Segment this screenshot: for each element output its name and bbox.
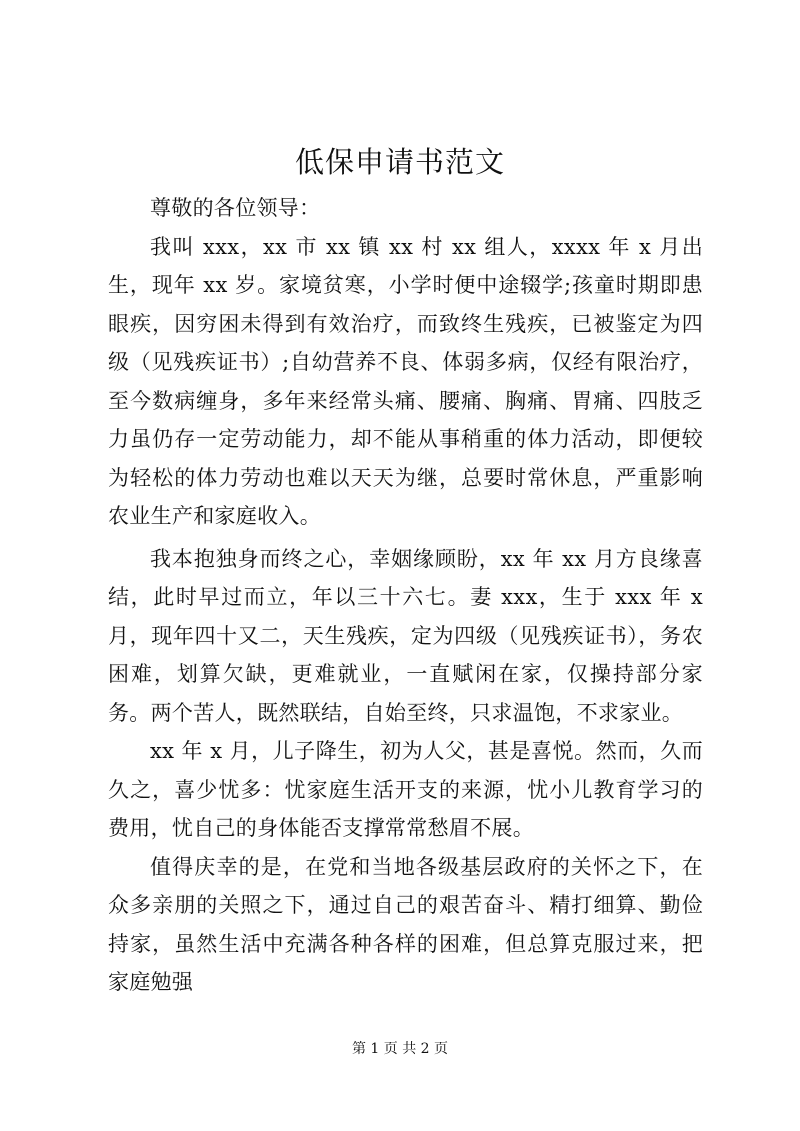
- paragraph-3: xx 年 x 月，儿子降生，初为人父，甚是喜悦。然而，久而久之，喜少忧多：忧家庭生活开支的来源，忧小儿教育学习的费用，忧自己的身体能否支撑常常愁眉不展。: [108, 739, 703, 840]
- paragraph-1: 我叫 xxx，xx 市 xx 镇 xx 村 xx 组人，xxxx 年 x 月出生，现年 xx 岁。家境贫寒，小学时便中途辍学;孩童时期即患眼疾，因穷困未得到有效治疗，而致终生残疾，已被鉴定为四级（见残疾证书）;自幼营养不良、体弱多病，仅经有限治疗，至今数病缠身，多年来经常头痛、腰痛、胸痛、胃痛、四肢乏力虽仍存一定劳动能力，却不能从事稍重的体力活动，即便较为轻松的体力劳动也难以天天为继，总要时常休息，严重影响农业生产和家庭收入。: [108, 234, 703, 528]
- salutation: 尊敬的各位领导：: [150, 196, 321, 220]
- document-title: 低保申请书范文: [294, 145, 505, 179]
- document-body: [108, 189, 703, 1002]
- paragraph-4: 值得庆幸的是，在党和当地各级基层政府的关怀之下，在众多亲朋的关照之下，通过自己的艰苦奋斗、精打细算、勤俭持家，虽然生活中充满各种各样的困难，但总算克服过来，把家庭勉强: [108, 854, 703, 994]
- page-number-footer: 第 1 页 共 2 页: [351, 1041, 449, 1057]
- paragraph-2: 我本抱独身而终之心，幸姻缘顾盼，xx 年 xx 月方良缘喜结，此时早过而立，年以三十六七。妻 xxx，生于 xxx 年 x 月，现年四十又二，天生残疾，定为四级（见残疾证书），务农困难，划算欠缺，更难就业，一直赋闲在家，仅操持部分家务。两个苦人，既然联结，自始至终，只求温饱，不求家业。: [108, 546, 703, 725]
